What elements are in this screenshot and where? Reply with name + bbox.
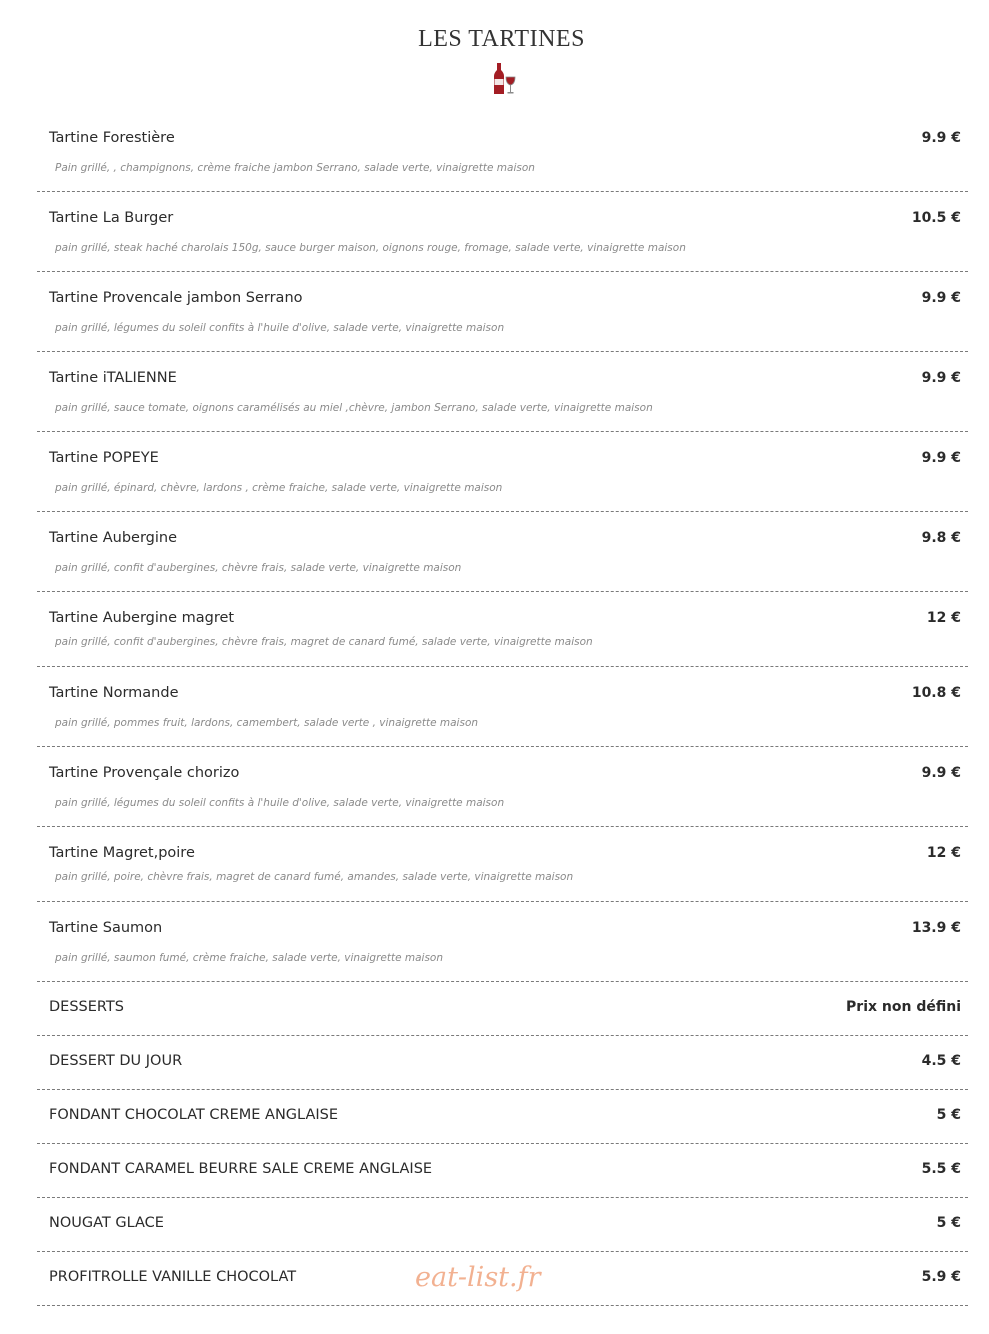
menu-item bbox=[37, 902, 968, 982]
menu-item bbox=[37, 1144, 968, 1198]
item-name: DESSERTS bbox=[49, 999, 124, 1015]
menu-list bbox=[37, 112, 968, 1306]
menu-item bbox=[37, 352, 968, 432]
item-price: 9.9 € bbox=[921, 450, 961, 466]
item-description: pain grillé, steak haché charolais 150g, sauce burger maison, oignons rouge, fromage, salade verte, vinaigrette maison bbox=[55, 242, 686, 254]
menu-item bbox=[37, 1090, 968, 1144]
item-description: pain grillé, légumes du soleil confits à l'huile d'olive, salade verte, vinaigrette maison bbox=[55, 797, 505, 809]
section-title: LES TARTINES bbox=[418, 26, 585, 52]
item-price: 5 € bbox=[936, 1107, 961, 1123]
menu-item bbox=[37, 1198, 968, 1252]
item-description: pain grillé, pommes fruit, lardons, camembert, salade verte , vinaigrette maison bbox=[55, 717, 479, 729]
item-description: Pain grillé, , champignons, crème fraiche jambon Serrano, salade verte, vinaigrette maison bbox=[55, 162, 535, 174]
item-name: FONDANT CHOCOLAT CREME ANGLAISE bbox=[49, 1107, 339, 1123]
item-description: pain grillé, confit d'aubergines, chèvre frais, salade verte, vinaigrette maison bbox=[55, 562, 462, 574]
menu-item bbox=[37, 432, 968, 512]
item-price: Prix non défini bbox=[846, 999, 961, 1015]
item-name: NOUGAT GLACE bbox=[49, 1215, 164, 1231]
item-description: pain grillé, poire, chèvre frais, magret de canard fumé, amandes, salade verte, vinaigrette maison bbox=[55, 871, 574, 883]
menu-category-row bbox=[37, 982, 968, 1036]
item-price: 9.9 € bbox=[921, 765, 961, 781]
menu-item bbox=[37, 112, 968, 192]
menu-header bbox=[0, 24, 989, 96]
item-name: Tartine Aubergine bbox=[49, 530, 178, 546]
item-name: Tartine Aubergine magret bbox=[49, 610, 235, 626]
watermark: eat-list.fr bbox=[415, 1262, 541, 1293]
item-price: 5.5 € bbox=[921, 1161, 961, 1177]
item-description: pain grillé, sauce tomate, oignons caramélisés au miel ,chèvre, jambon Serrano, salade verte, vinaigrette maison bbox=[55, 402, 653, 414]
item-name: PROFITROLLE VANILLE CHOCOLAT bbox=[49, 1269, 297, 1285]
item-price: 9.9 € bbox=[921, 290, 961, 306]
item-name: Tartine POPEYE bbox=[49, 450, 159, 466]
wine-bottle-glass-icon bbox=[487, 62, 517, 96]
item-price: 10.5 € bbox=[911, 210, 961, 226]
item-price: 10.8 € bbox=[911, 685, 961, 701]
item-description: pain grillé, légumes du soleil confits à l'huile d'olive, salade verte, vinaigrette maison bbox=[55, 322, 505, 334]
item-price: 9.9 € bbox=[921, 130, 961, 146]
menu-item bbox=[37, 667, 968, 747]
item-price: 13.9 € bbox=[911, 920, 961, 936]
item-name: Tartine Provençale chorizo bbox=[49, 765, 240, 781]
item-name: Tartine Normande bbox=[49, 685, 179, 701]
item-price: 9.8 € bbox=[921, 530, 961, 546]
menu-item bbox=[37, 1036, 968, 1090]
item-name: Tartine iTALIENNE bbox=[49, 370, 177, 386]
item-price: 12 € bbox=[926, 610, 961, 626]
item-description: pain grillé, saumon fumé, crème fraiche, salade verte, vinaigrette maison bbox=[55, 952, 444, 964]
menu-item bbox=[37, 512, 968, 592]
item-price: 5 € bbox=[936, 1215, 961, 1231]
item-description: pain grillé, épinard, chèvre, lardons , crème fraiche, salade verte, vinaigrette maison bbox=[55, 482, 503, 494]
item-price: 9.9 € bbox=[921, 370, 961, 386]
item-name: Tartine Provencale jambon Serrano bbox=[49, 290, 303, 306]
item-price: 5.9 € bbox=[921, 1269, 961, 1285]
item-name: Tartine Forestière bbox=[49, 130, 175, 146]
menu-item bbox=[37, 827, 968, 902]
item-name: Tartine Saumon bbox=[49, 920, 163, 936]
item-price: 12 € bbox=[926, 845, 961, 861]
item-price: 4.5 € bbox=[921, 1053, 961, 1069]
item-name: Tartine La Burger bbox=[49, 210, 174, 226]
item-name: FONDANT CARAMEL BEURRE SALE CREME ANGLAISE bbox=[49, 1161, 433, 1177]
menu-item bbox=[37, 747, 968, 827]
menu-item bbox=[37, 192, 968, 272]
menu-item bbox=[37, 272, 968, 352]
item-name: DESSERT DU JOUR bbox=[49, 1053, 183, 1069]
item-description: pain grillé, confit d'aubergines, chèvre frais, magret de canard fumé, salade verte, vinaigrette maison bbox=[55, 636, 593, 648]
menu-item bbox=[37, 592, 968, 667]
item-name: Tartine Magret,poire bbox=[49, 845, 195, 861]
